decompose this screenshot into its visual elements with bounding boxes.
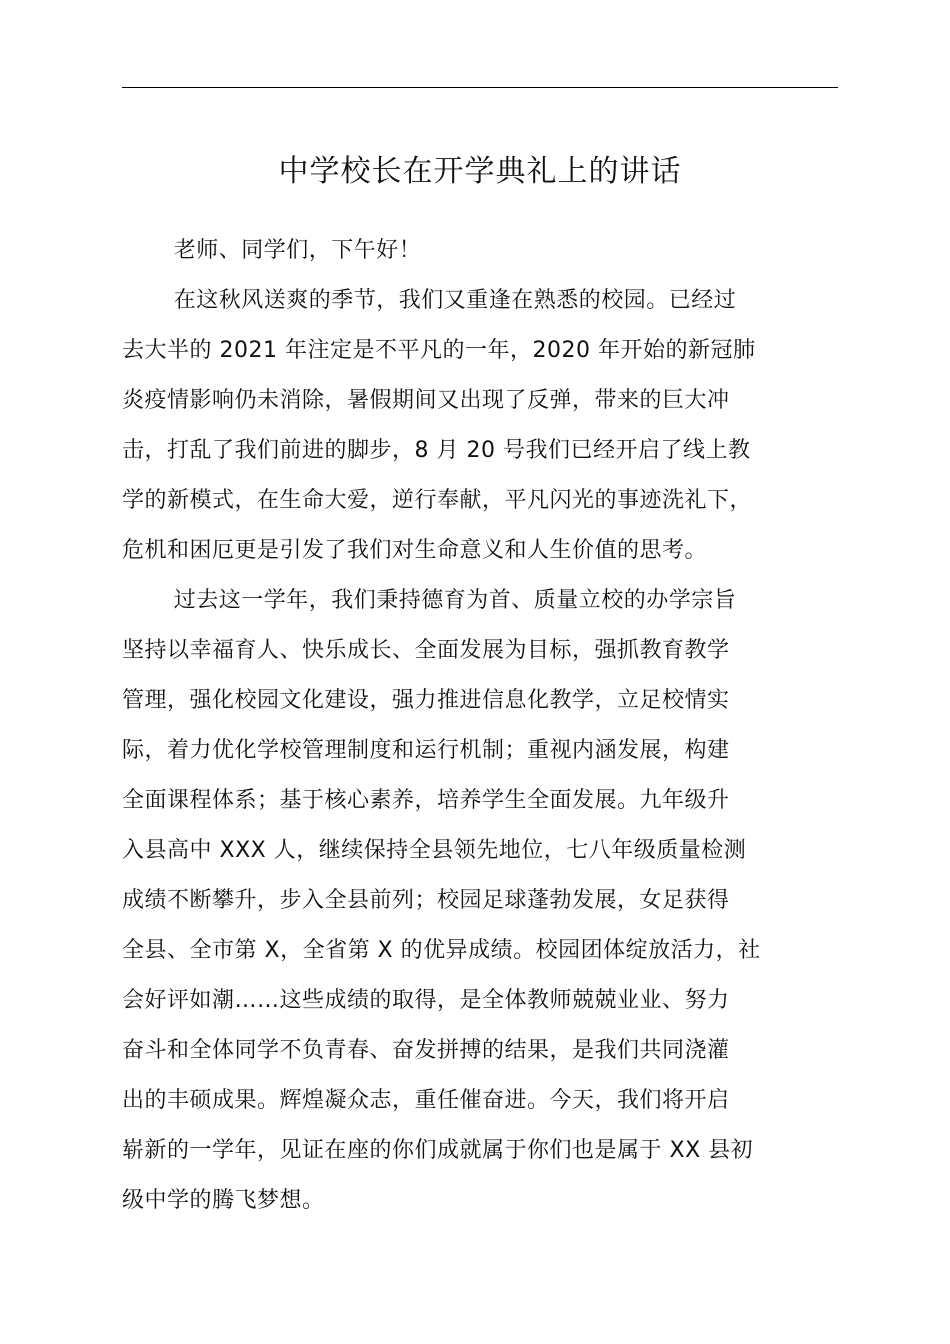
paragraph-1 [122, 276, 838, 576]
paragraph-line: 入县高中 XXX 人，继续保持全县领先地位，七八年级质量检测 [122, 838, 747, 863]
paragraph-line: 成绩不断攀升，步入全县前列；校园足球蓬勃发展，女足获得 [122, 888, 730, 913]
greeting-paragraph: 老师、同学们，下午好！ [173, 238, 422, 263]
paragraph-line: 会好评如潮……这些成绩的取得，是全体教师兢兢业业、努力 [122, 988, 730, 1013]
paragraph-line: 在这秋风送爽的季节，我们又重逢在熟悉的校园。已经过 [173, 288, 737, 313]
paragraph-line: 学的新模式，在生命大爱，逆行奉献，平凡闪光的事迹洗礼下， [122, 488, 753, 513]
document-body [122, 226, 838, 1226]
paragraph-line: 过去这一学年，我们秉持德育为首、质量立校的办学宗旨 [173, 588, 737, 613]
header-rule [122, 87, 838, 88]
paragraph-line: 炎疫情影响仍未消除，暑假期间又出现了反弹，带来的巨大冲 [122, 388, 730, 413]
paragraph-line: 级中学的腾飞梦想。 [122, 1188, 325, 1213]
paragraph-line: 击，打乱了我们前进的脚步，8 月 20 号我们已经开启了线上教 [122, 438, 751, 463]
paragraph-2 [122, 576, 838, 1226]
document-title: 中学校长在开学典礼上的讲话 [278, 154, 682, 189]
paragraph-line: 崭新的一学年，见证在座的你们成就属于你们也是属于 XX 县初 [122, 1138, 754, 1163]
paragraph-line: 全县、全市第 X，全省第 X 的优异成绩。校园团体绽放活力，社 [122, 938, 761, 963]
paragraph-line: 坚持以幸福育人、快乐成长、全面发展为目标，强抓教育教学 [122, 638, 730, 663]
paragraph-line: 全面课程体系；基于核心素养，培养学生全面发展。九年级升 [122, 788, 730, 813]
paragraph-line: 管理，强化校园文化建设，强力推进信息化教学，立足校情实 [122, 688, 730, 713]
paragraph-line: 出的丰硕成果。辉煌凝众志，重任催奋进。今天，我们将开启 [122, 1088, 730, 1113]
paragraph-line: 际，着力优化学校管理制度和运行机制；重视内涵发展，构建 [122, 738, 730, 763]
paragraph-line: 危机和困厄更是引发了我们对生命意义和人生价值的思考。 [122, 538, 708, 563]
paragraph-line: 奋斗和全体同学不负青春、奋发拼搏的结果，是我们共同浇灌 [122, 1038, 730, 1063]
paragraph-line: 去大半的 2021 年注定是不平凡的一年，2020 年开始的新冠肺 [122, 338, 756, 363]
